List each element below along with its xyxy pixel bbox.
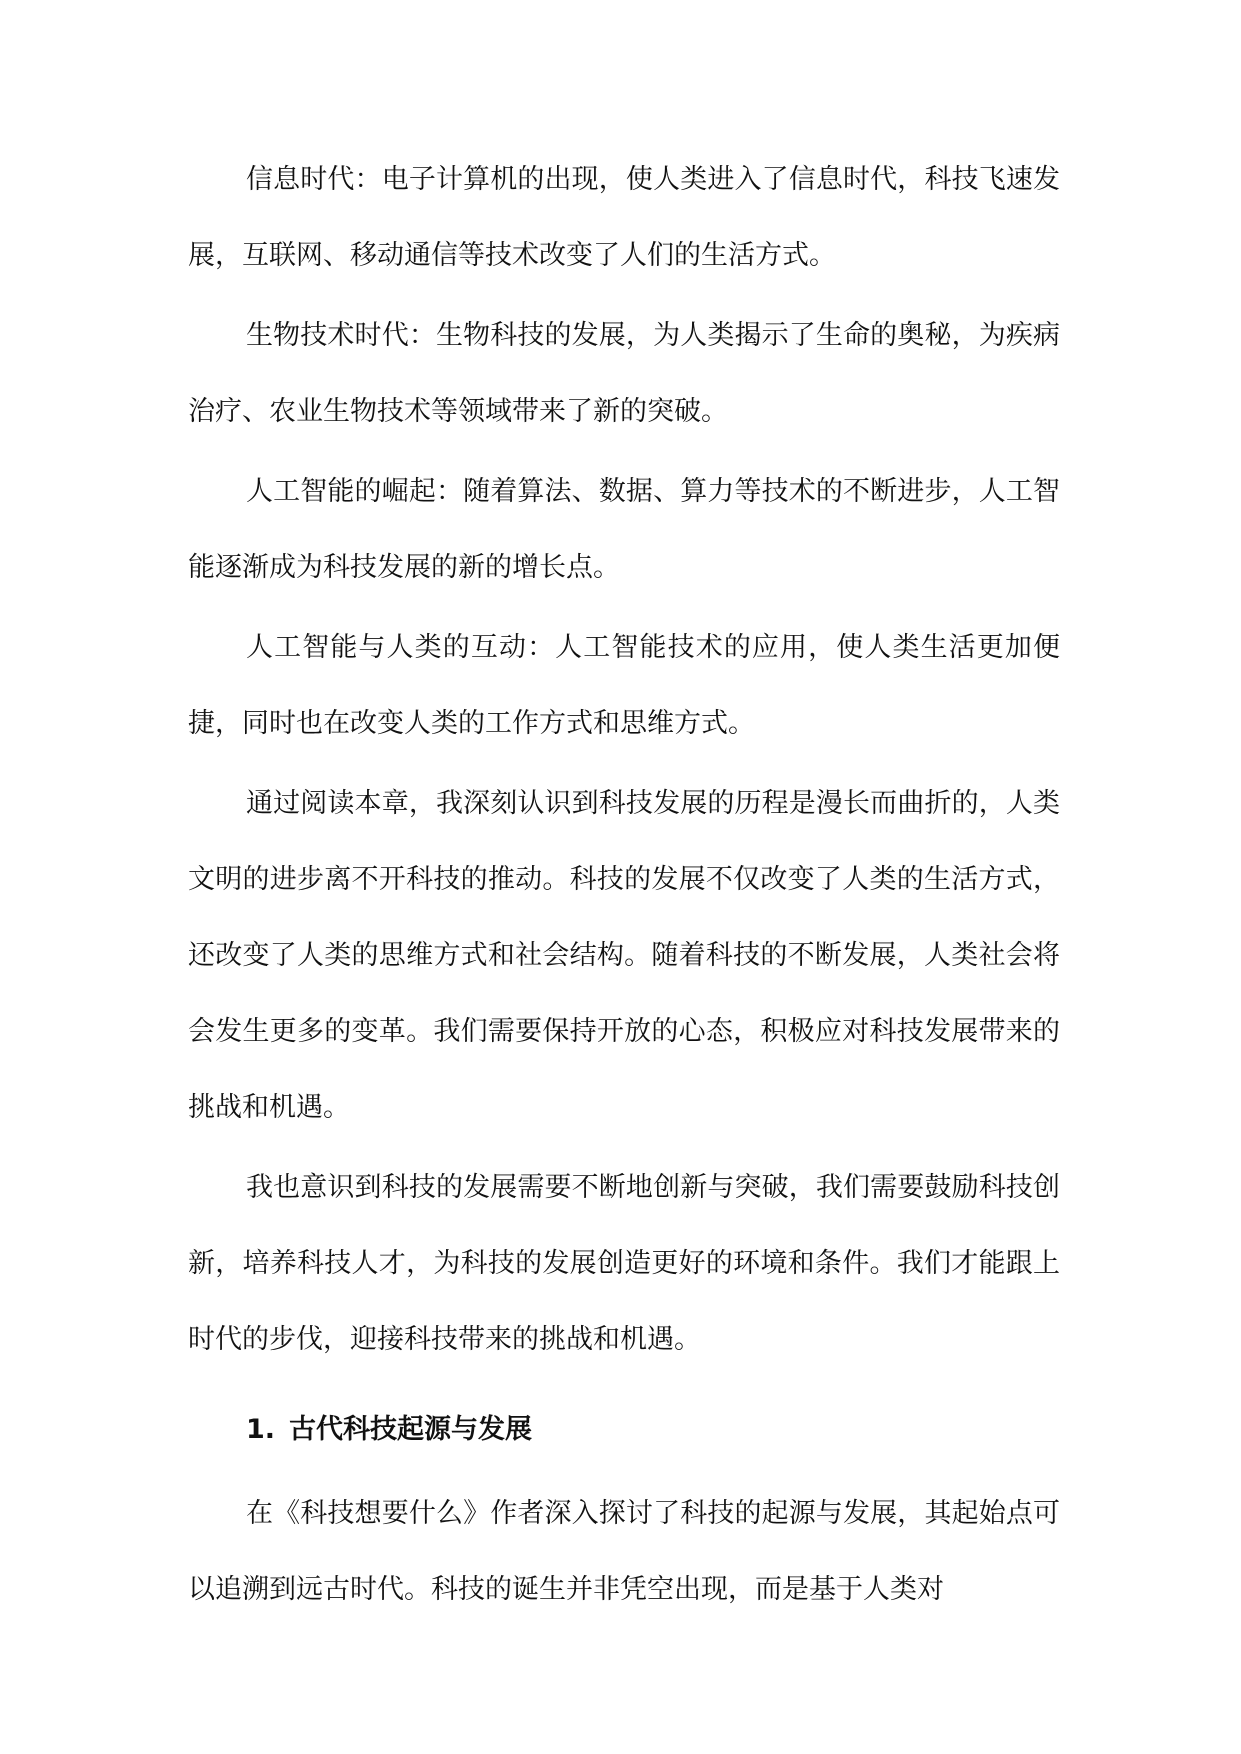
paragraph-ancient-origins: 在《科技想要什么》作者深入探讨了科技的起源与发展，其起始点可以追溯到远古时代。科技的诞生并非凭空出现，而是基于人类对 (188, 1498, 1060, 1605)
section-heading-title: 古代科技起源与发展 (289, 1414, 533, 1445)
document-body (188, 142, 1060, 1632)
paragraph-reflection: 通过阅读本章，我深刻认识到科技发展的历程是漫长而曲折的，人类文明的进步离不开科技的推动。科技的发展不仅改变了人类的生活方式，还改变了人类的思维方式和社会结构。随着科技的不断发展，人类社会将会发生更多的变革。我们需要保持开放的心态，积极应对科技发展带来的挑战和机遇。 (188, 788, 1060, 1123)
paragraph-ai-rise: 人工智能的崛起：随着算法、数据、算力等技术的不断进步，人工智能逐渐成为科技发展的新的增长点。 (188, 476, 1060, 583)
section-heading (188, 1388, 1060, 1472)
paragraph-innovation: 我也意识到科技的发展需要不断地创新与突破，我们需要鼓励科技创新，培养科技人才，为科技的发展创造更好的环境和条件。我们才能跟上时代的步伐，迎接科技带来的挑战和机遇。 (188, 1172, 1060, 1355)
paragraph-biotech-age: 生物技术时代：生物科技的发展，为人类揭示了生命的奥秘，为疾病治疗、农业生物技术等领域带来了新的突破。 (188, 320, 1060, 427)
paragraph-ai-human-interaction: 人工智能与人类的互动：人工智能技术的应用，使人类生活更加便捷，同时也在改变人类的工作方式和思维方式。 (188, 632, 1060, 739)
paragraph-information-age: 信息时代：电子计算机的出现，使人类进入了信息时代，科技飞速发展，互联网、移动通信等技术改变了人们的生活方式。 (188, 164, 1060, 271)
section-heading-number: 1. (246, 1414, 276, 1445)
